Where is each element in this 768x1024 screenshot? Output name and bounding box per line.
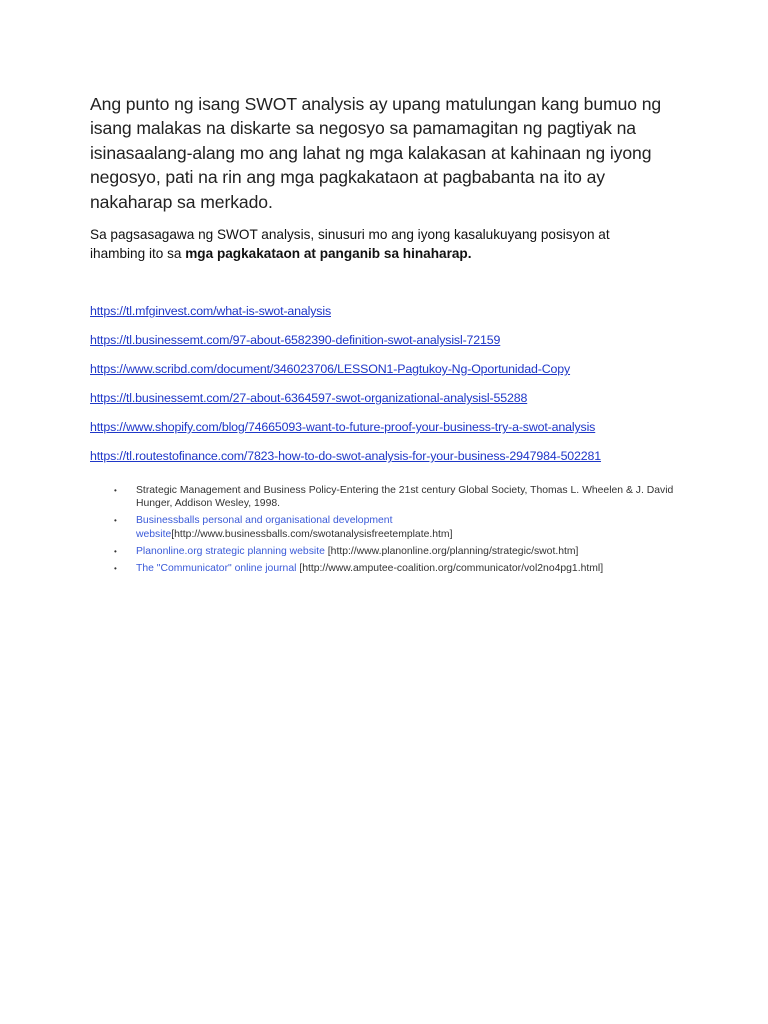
reference-link-businessballs[interactable]: Businessballs personal and organisational development website (136, 515, 393, 540)
reference-item (112, 514, 687, 541)
second-paragraph (90, 226, 650, 263)
link-item (90, 331, 710, 360)
link-businessemt-55288[interactable]: https://tl.businessemt.com/27-about-6364597-swot-organizational-analysisl-55288 (90, 391, 528, 405)
intro-paragraph: Ang punto ng isang SWOT analysis ay upang matulungan kang bumuo ng isang malakas na diskarte sa negosyo sa pamamagitan ng pagtiyak na isinasaalang-alang mo ang lahat ng mga kalakasan at kahinaan ng iyong negosyo, pati na rin ang mga pagkakataon at pagbabanta na ito ay nakaharap sa merkado. (90, 94, 662, 212)
bullet-icon: • (114, 546, 117, 556)
link-businessemt-72159[interactable]: https://tl.businessemt.com/97-about-6582390-definition-swot-analysisl-72159 (90, 333, 501, 347)
reference-url: [http://www.businessballs.com/swotanalysisfreetemplate.htm] (171, 528, 453, 540)
reference-url: [http://www.planonline.org/planning/strategic/swot.htm] (324, 545, 579, 557)
bullet-icon: • (114, 486, 117, 495)
bullet-icon: • (114, 563, 117, 573)
link-item (90, 447, 710, 476)
reference-item (112, 484, 687, 511)
reference-link-communicator[interactable]: The "Communicator" online journal (136, 562, 297, 574)
link-shopify[interactable]: https://www.shopify.com/blog/74665093-want-to-future-proof-your-business-try-a-swot-analysis (90, 420, 596, 434)
second-paragraph-bold: mga pagkakataon at panganib sa hinaharap. (185, 245, 472, 261)
bullet-icon: • (114, 516, 117, 526)
reference-item (112, 545, 687, 558)
reference-list (112, 484, 687, 578)
reference-item (112, 562, 687, 575)
link-item (90, 302, 710, 331)
reference-url: [http://www.amputee-coalition.org/communicator/vol2no4pg1.html] (296, 562, 604, 574)
link-item (90, 360, 710, 389)
reference-link-planonline[interactable]: Planonline.org strategic planning website (136, 545, 325, 557)
link-mfginvest[interactable]: https://tl.mfginvest.com/what-is-swot-analysis (90, 304, 331, 318)
link-scribd[interactable]: https://www.scribd.com/document/346023706/LESSON1-Pagtukoy-Ng-Oportunidad-Copy (90, 362, 571, 376)
link-routestofinance[interactable]: https://tl.routestofinance.com/7823-how-to-do-swot-analysis-for-your-business-2947984-502281 (90, 449, 602, 463)
link-item (90, 418, 710, 447)
link-list (90, 302, 710, 476)
second-paragraph-text: Sa pagsasagawa ng SWOT analysis, sinusuri mo ang iyong kasalukuyang posisyon at ihambing ito sa (90, 227, 610, 261)
link-item (90, 389, 710, 418)
reference-text: Strategic Management and Business Policy-Entering the 21st century Global Society, Thomas L. Wheelen & J. David Hunger, Addison Wesley, 1998. (136, 485, 674, 510)
